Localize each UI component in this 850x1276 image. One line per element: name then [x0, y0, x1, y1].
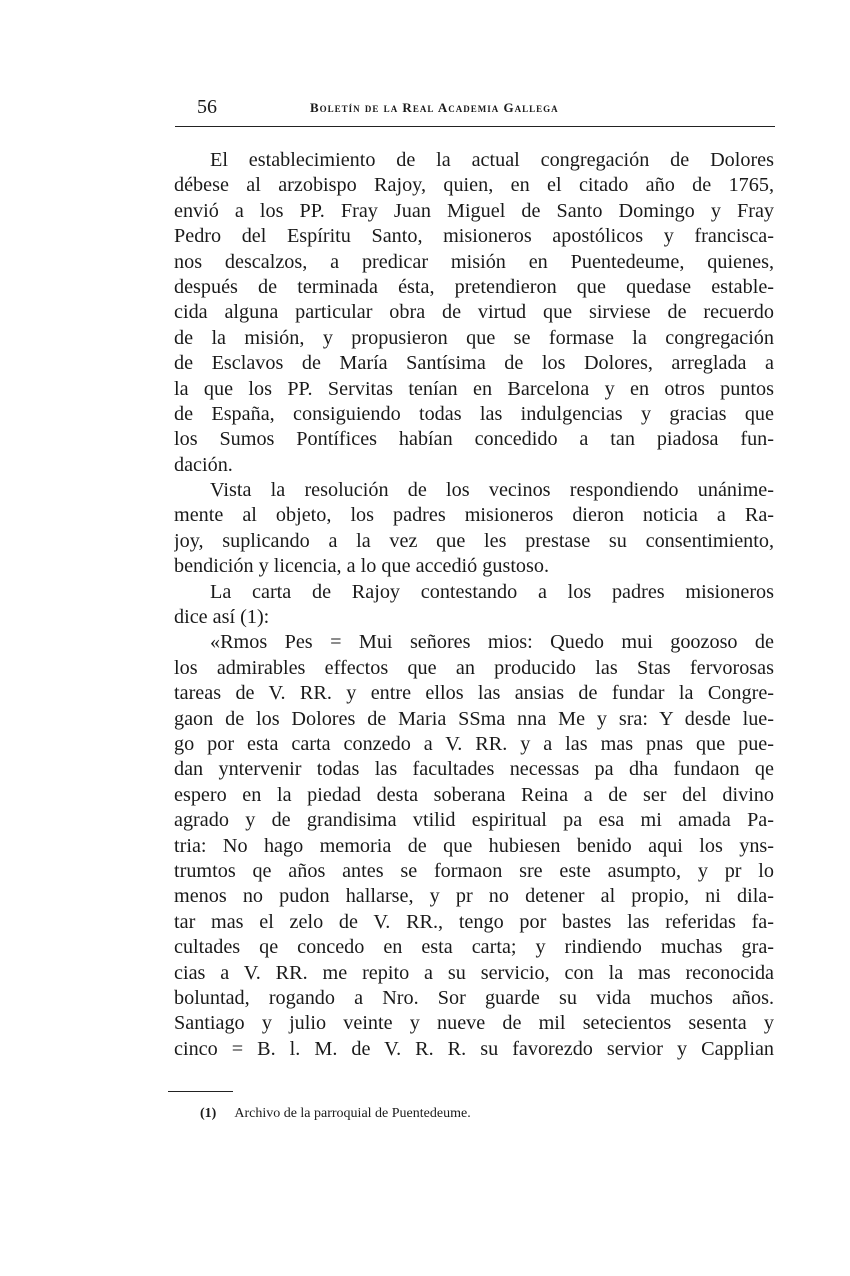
text-line: de la misión, y propusieron que se formase la congregación: [174, 326, 774, 349]
text-line: tria: No hago memoria de que hubiesen benido aqui los yns-: [174, 834, 774, 857]
text-line: nos descalzos, a predicar misión en Puentedeume, quienes,: [174, 250, 774, 273]
running-title: Boletín de la Real Academia Gallega: [310, 100, 559, 115]
text-line: espero en la piedad desta soberana Reina a de ser del divino: [174, 783, 774, 806]
text-line: tareas de V. RR. y entre ellos las ansias de fundar la Congre-: [174, 682, 774, 705]
text-line: los Sumos Pontífices habían concedido a tan piadosa fun-: [174, 428, 774, 451]
text-line: El establecimiento de la actual congregación de Dolores: [210, 149, 774, 171]
text-line: después de terminada ésta, pretendieron que quedase estable-: [174, 275, 774, 298]
text-line: débese al arzobispo Rajoy, quien, en el citado año de 1765,: [174, 174, 774, 197]
text-line: dación.: [174, 453, 233, 476]
body-text: [174, 148, 774, 1062]
text-line: envió a los PP. Fray Juan Miguel de Santo Domingo y Fray: [174, 199, 774, 222]
text-line: cinco = B. l. M. de V. R. R. su favorezdo servior y Capplian: [174, 1037, 774, 1060]
text-line: La carta de Rajoy contestando a los padres misioneros: [210, 580, 774, 603]
text-line: dice así (1):: [174, 606, 270, 629]
text-line: boluntad, rogando a Nro. Sor guarde su vida muchos años.: [174, 986, 774, 1009]
footnote-marker: (1): [200, 1106, 217, 1121]
footnote-text: Archivo de la parroquial de Puentedeume.: [234, 1106, 471, 1121]
footnote: [200, 1106, 471, 1122]
text-line: mente al objeto, los padres misioneros dieron noticia a Ra-: [174, 504, 774, 527]
text-line: go por esta carta conzedo a V. RR. y a las mas pnas que pue-: [174, 732, 774, 755]
text-line: cias a V. RR. me repito a su servicio, con la mas reconocida: [174, 961, 774, 984]
text-line: bendición y licencia, a lo que accedió gustoso.: [174, 555, 550, 578]
page-number: 56: [197, 96, 217, 118]
text-line: menos no pudon hallarse, y pr no detener al propio, ni dila-: [174, 885, 774, 908]
text-line: cultades qe concedo en esta carta; y rindiendo muchas gra-: [174, 936, 774, 959]
text-line: joy, suplicando a la vez que les prestase su consentimiento,: [174, 529, 774, 552]
text-line: trumtos qe años antes se formaon sre este asumpto, y pr lo: [174, 859, 774, 882]
text-line: la que los PP. Servitas tenían en Barcelona y en otros puntos: [174, 377, 774, 400]
text-line: «Rmos Pes = Mui señores mios: Quedo mui goozoso de: [210, 631, 774, 654]
text-line: agrado y de grandisima vtilid espiritual pa esa mi amada Pa-: [174, 809, 774, 832]
text-line: de Esclavos de María Santísima de los Dolores, arreglada a: [174, 352, 774, 375]
text-line: cida alguna particular obra de virtud que sirviese de recuerdo: [174, 301, 774, 324]
text-line: gaon de los Dolores de Maria SSma nna Me y sra: Y desde lue-: [174, 707, 774, 730]
text-line: Vista la resolución de los vecinos respondiendo unánime-: [210, 479, 774, 502]
text-line: tar mas el zelo de V. RR., tengo por bastes las referidas fa-: [174, 910, 774, 933]
page-header: [175, 96, 775, 127]
text-line: de España, consiguiendo todas las indulgencias y gracias que: [174, 402, 774, 425]
text-line: los admirables effectos que an producido las Stas fervorosas: [174, 656, 774, 679]
text-line: Pedro del Espíritu Santo, misioneros apostólicos y francisca-: [174, 225, 774, 248]
text-line: dan yntervenir todas las facultades necessas pa dha fundaon qe: [174, 758, 774, 781]
footnote-rule: [168, 1091, 233, 1092]
text-line: Santiago y julio veinte y nueve de mil setecientos sesenta y: [174, 1012, 774, 1035]
